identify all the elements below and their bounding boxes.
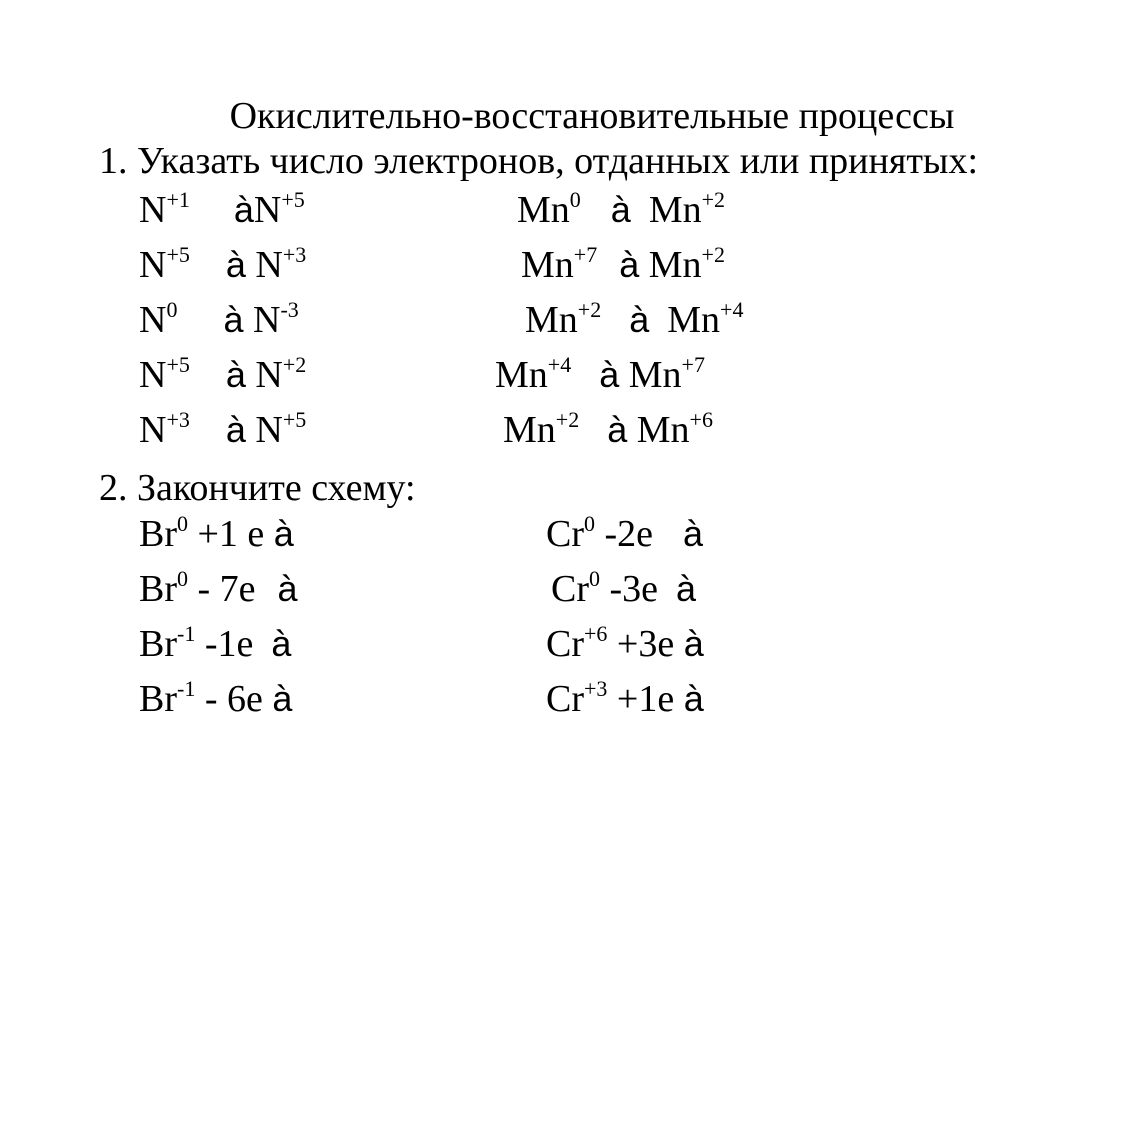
arrow-glyph: à xyxy=(683,513,704,554)
nitrogen-transition: $N^0$ à $N^{-3}$ xyxy=(139,297,299,341)
arrow-glyph: à xyxy=(629,299,650,340)
page-title: Окислительно-восстановительные процессы xyxy=(229,95,955,137)
arrow-glyph: à xyxy=(233,189,254,230)
nitrogen-transition: $N^{+5}$ à $N^{+2}$ xyxy=(139,352,307,396)
arrow-glyph: à xyxy=(676,568,697,609)
manganese-transition: $Mn^{+4}$ à $Mn^{+7}$ xyxy=(495,352,705,396)
arrow-glyph: à xyxy=(683,623,704,664)
chromium-scheme: Cr$^0$ -3e à xyxy=(551,566,697,610)
manganese-transition: Mn$^0$ à $Mn^{+2}$ xyxy=(517,187,726,231)
nitrogen-transition: $N^{+5}$ à $N^{+3}$ xyxy=(139,242,307,286)
arrow-glyph: à xyxy=(225,409,246,450)
arrow-glyph: à xyxy=(599,354,620,395)
arrow-glyph: à xyxy=(277,568,298,609)
arrow-glyph: à xyxy=(273,513,294,554)
arrow-glyph: à xyxy=(610,189,631,230)
manganese-transition: $Mn^{+2}$ à $Mn^{+6}$ xyxy=(503,407,713,451)
nitrogen-transition: $N^{+1}$ $àN^{+5}$ xyxy=(139,187,305,231)
arrow-glyph: à xyxy=(619,244,640,285)
arrow-glyph: à xyxy=(272,678,293,719)
bromine-scheme: $Br^{-1} - 6e$ à xyxy=(139,676,293,720)
arrow-glyph: à xyxy=(607,409,628,450)
manganese-transition: $Mn^{+7}$ à $Mn^{+2}$ xyxy=(521,242,725,286)
bromine-scheme: Br$^0$ +1 e à xyxy=(139,511,294,555)
task-1-heading: 1. Указать число электронов, отданных или принятых: xyxy=(99,140,979,182)
task-2-heading: 2. Закончите схему: xyxy=(99,467,416,509)
nitrogen-transition: $N^{+3}$ à $N^{+5}$ xyxy=(139,407,307,451)
bromine-scheme: Br$^0$ - 7e à xyxy=(139,566,298,610)
arrow-glyph: à xyxy=(271,623,292,664)
chromium-scheme: $Cr^{+6} +3e$ à xyxy=(546,621,704,665)
manganese-transition: $Mn^{+2}$ à $Mn^{+4}$ xyxy=(525,297,744,341)
bromine-scheme: $Br^{-1}$ -1e à xyxy=(139,621,292,665)
chromium-scheme: Cr$^0$ -2e à xyxy=(546,511,704,555)
arrow-glyph: à xyxy=(223,299,244,340)
arrow-glyph: à xyxy=(225,244,246,285)
arrow-glyph: à xyxy=(683,678,704,719)
arrow-glyph: à xyxy=(225,354,246,395)
chromium-scheme: $Cr^{+3} +1e$ à xyxy=(546,676,704,720)
